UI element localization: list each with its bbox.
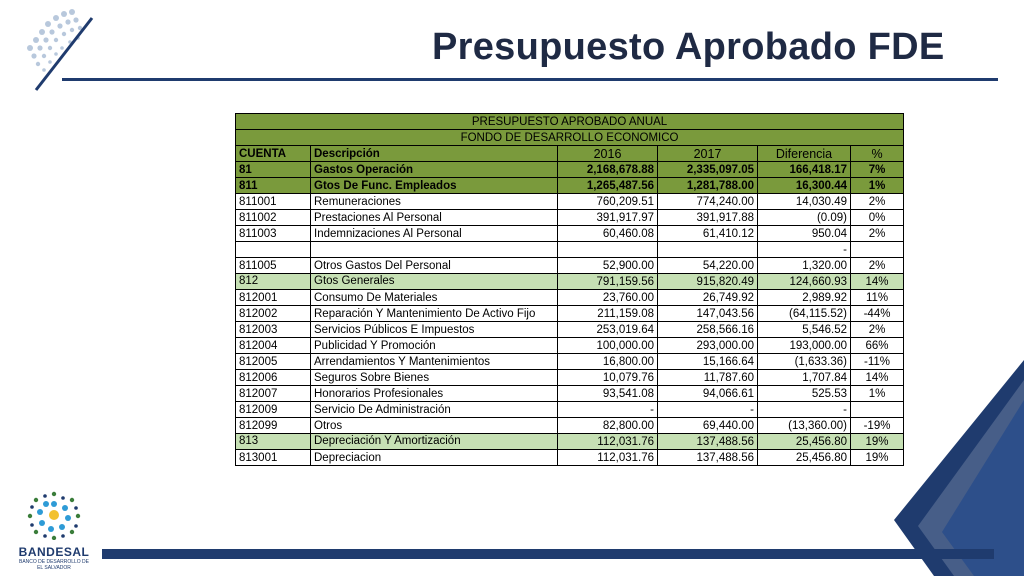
cell-diferencia: 16,300.44	[758, 178, 851, 194]
logo-name: BANDESAL	[18, 545, 90, 559]
cell-2016: 82,800.00	[558, 418, 658, 434]
cell-2017: 137,488.56	[658, 450, 758, 466]
cell-pct	[851, 242, 904, 258]
title-underline	[62, 78, 998, 81]
cell-2016: 52,900.00	[558, 258, 658, 274]
cell-2016: 211,159.08	[558, 306, 658, 322]
cell-cuenta: 812009	[236, 402, 311, 418]
cell-2017: 147,043.56	[658, 306, 758, 322]
budget-table	[235, 113, 904, 466]
col-2016: 2016	[558, 146, 658, 162]
bandesal-logo	[16, 490, 92, 571]
cell-descripcion: Reparación Y Mantenimiento De Activo Fijo	[311, 306, 558, 322]
table-row	[236, 242, 904, 258]
cell-diferencia: 525.53	[758, 386, 851, 402]
cell-2016: 100,000.00	[558, 338, 658, 354]
cell-descripcion: Indemnizaciones Al Personal	[311, 226, 558, 242]
table-row	[236, 210, 904, 226]
table-row	[236, 322, 904, 338]
cell-descripcion: Gtos De Func. Empleados	[311, 178, 558, 194]
table-row	[236, 354, 904, 370]
cell-2016: 112,031.76	[558, 434, 658, 450]
cell-pct: 1%	[851, 178, 904, 194]
cell-2017: 15,166.64	[658, 354, 758, 370]
table-header-line1: PRESUPUESTO APROBADO ANUAL	[236, 114, 904, 130]
col-2017: 2017	[658, 146, 758, 162]
slash-decoration	[30, 14, 110, 94]
cell-diferencia: 1,320.00	[758, 258, 851, 274]
cell-2016: 16,800.00	[558, 354, 658, 370]
table-header-line2: FONDO DE DESARROLLO ECONOMICO	[236, 130, 904, 146]
cell-diferencia: 2,989.92	[758, 290, 851, 306]
cell-descripcion: Consumo De Materiales	[311, 290, 558, 306]
cell-cuenta: 812007	[236, 386, 311, 402]
cell-2017: 26,749.92	[658, 290, 758, 306]
cell-pct: 0%	[851, 210, 904, 226]
cell-2017: 69,440.00	[658, 418, 758, 434]
cell-diferencia: 25,456.80	[758, 434, 851, 450]
bandesal-logo-icon	[26, 490, 82, 540]
cell-diferencia: -	[758, 402, 851, 418]
cell-descripcion: Depreciación Y Amortización	[311, 434, 558, 450]
cell-cuenta: 812002	[236, 306, 311, 322]
cell-cuenta: 812001	[236, 290, 311, 306]
cell-2017: 61,410.12	[658, 226, 758, 242]
cell-descripcion: Honorarios Profesionales	[311, 386, 558, 402]
cell-2017: 915,820.49	[658, 274, 758, 290]
cell-2017: 2,335,097.05	[658, 162, 758, 178]
cell-pct: 11%	[851, 290, 904, 306]
cell-2016: 23,760.00	[558, 290, 658, 306]
table-row	[236, 434, 904, 450]
cell-diferencia: 166,418.17	[758, 162, 851, 178]
logo-subtitle: BANCO DE DESARROLLO DE EL SALVADOR	[18, 559, 90, 571]
cell-pct: 1%	[851, 386, 904, 402]
cell-descripcion: Prestaciones Al Personal	[311, 210, 558, 226]
cell-diferencia: 950.04	[758, 226, 851, 242]
cell-cuenta: 812	[236, 274, 311, 290]
table-row	[236, 290, 904, 306]
cell-cuenta: 811002	[236, 210, 311, 226]
cell-descripcion: Otros Gastos Del Personal	[311, 258, 558, 274]
cell-2017: 11,787.60	[658, 370, 758, 386]
col-descripcion: Descripción	[311, 146, 558, 162]
cell-descripcion: Arrendamientos Y Mantenimientos	[311, 354, 558, 370]
cell-diferencia: (64,115.52)	[758, 306, 851, 322]
cell-pct: 2%	[851, 194, 904, 210]
table-row	[236, 370, 904, 386]
cell-2017: 391,917.88	[658, 210, 758, 226]
cell-cuenta: 81	[236, 162, 311, 178]
cell-pct: 14%	[851, 370, 904, 386]
cell-cuenta: 811005	[236, 258, 311, 274]
cell-2016: 760,209.51	[558, 194, 658, 210]
table-row	[236, 194, 904, 210]
table-row	[236, 162, 904, 178]
cell-2016: 253,019.64	[558, 322, 658, 338]
cell-2016	[558, 242, 658, 258]
bottom-bar	[102, 549, 994, 559]
cell-cuenta: 811001	[236, 194, 311, 210]
cell-diferencia: 124,660.93	[758, 274, 851, 290]
cell-diferencia: 193,000.00	[758, 338, 851, 354]
cell-cuenta: 812006	[236, 370, 311, 386]
cell-diferencia: (1,633.36)	[758, 354, 851, 370]
cell-descripcion: Servicio De Administración	[311, 402, 558, 418]
cell-cuenta: 813001	[236, 450, 311, 466]
cell-diferencia: 5,546.52	[758, 322, 851, 338]
cell-diferencia: (13,360.00)	[758, 418, 851, 434]
table-row	[236, 450, 904, 466]
cell-cuenta: 812003	[236, 322, 311, 338]
cell-2016: 93,541.08	[558, 386, 658, 402]
cell-pct: 19%	[851, 434, 904, 450]
table-row	[236, 386, 904, 402]
cell-2016: 112,031.76	[558, 450, 658, 466]
cell-descripcion: Gtos Generales	[311, 274, 558, 290]
cell-2017: 258,566.16	[658, 322, 758, 338]
cell-2017: 137,488.56	[658, 434, 758, 450]
cell-2017: 774,240.00	[658, 194, 758, 210]
cell-descripcion: Seguros Sobre Bienes	[311, 370, 558, 386]
cell-cuenta: 812005	[236, 354, 311, 370]
cell-pct: 2%	[851, 322, 904, 338]
cell-2016: 1,265,487.56	[558, 178, 658, 194]
cell-descripcion: Depreciacion	[311, 450, 558, 466]
cell-diferencia: 14,030.49	[758, 194, 851, 210]
cell-2017: 54,220.00	[658, 258, 758, 274]
cell-pct: 19%	[851, 450, 904, 466]
cell-diferencia: -	[758, 242, 851, 258]
table-row	[236, 178, 904, 194]
corner-decoration	[894, 360, 1024, 576]
cell-descripcion: Remuneraciones	[311, 194, 558, 210]
cell-2017	[658, 242, 758, 258]
cell-pct: 2%	[851, 258, 904, 274]
cell-descripcion: Otros	[311, 418, 558, 434]
table-row	[236, 258, 904, 274]
table-row	[236, 274, 904, 290]
cell-cuenta	[236, 242, 311, 258]
cell-2017: 293,000.00	[658, 338, 758, 354]
cell-diferencia: (0.09)	[758, 210, 851, 226]
cell-pct: -44%	[851, 306, 904, 322]
cell-2017: 94,066.61	[658, 386, 758, 402]
col-diferencia: Diferencia	[758, 146, 851, 162]
cell-pct: 66%	[851, 338, 904, 354]
cell-diferencia: 1,707.84	[758, 370, 851, 386]
cell-2016: 2,168,678.88	[558, 162, 658, 178]
cell-pct: 7%	[851, 162, 904, 178]
cell-2017: -	[658, 402, 758, 418]
cell-2017: 1,281,788.00	[658, 178, 758, 194]
cell-cuenta: 812099	[236, 418, 311, 434]
cell-descripcion: Gastos Operación	[311, 162, 558, 178]
table-row	[236, 306, 904, 322]
table-body	[236, 162, 904, 466]
cell-pct: -11%	[851, 354, 904, 370]
table-row	[236, 226, 904, 242]
table-row	[236, 338, 904, 354]
cell-pct: -19%	[851, 418, 904, 434]
cell-cuenta: 811003	[236, 226, 311, 242]
table-row	[236, 402, 904, 418]
cell-cuenta: 813	[236, 434, 311, 450]
cell-cuenta: 811	[236, 178, 311, 194]
cell-2016: -	[558, 402, 658, 418]
cell-descripcion: Publicidad Y Promoción	[311, 338, 558, 354]
cell-2016: 10,079.76	[558, 370, 658, 386]
table-row	[236, 418, 904, 434]
col-pct: %	[851, 146, 904, 162]
cell-pct: 14%	[851, 274, 904, 290]
cell-descripcion: Servicios Públicos E Impuestos	[311, 322, 558, 338]
cell-pct: 2%	[851, 226, 904, 242]
col-cuenta: CUENTA	[236, 146, 311, 162]
cell-2016: 391,917.97	[558, 210, 658, 226]
cell-diferencia: 25,456.80	[758, 450, 851, 466]
cell-2016: 791,159.56	[558, 274, 658, 290]
cell-cuenta: 812004	[236, 338, 311, 354]
cell-2016: 60,460.08	[558, 226, 658, 242]
cell-descripcion	[311, 242, 558, 258]
page-title: Presupuesto Aprobado FDE	[432, 26, 945, 68]
